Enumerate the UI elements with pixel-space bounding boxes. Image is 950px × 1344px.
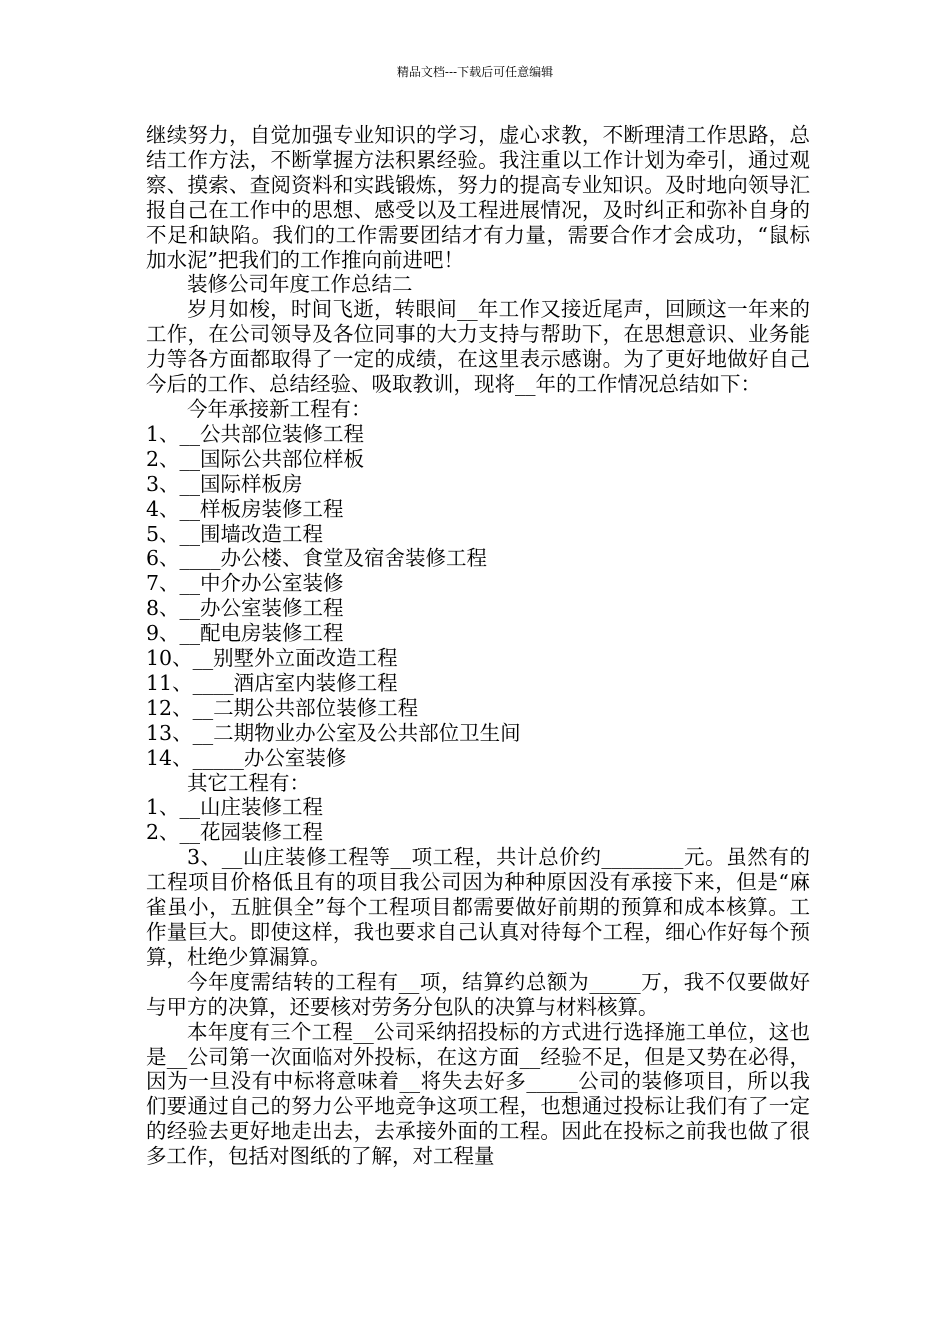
list-item: 3、__国际样板房 [146,471,303,496]
list-item: 11、____酒店室内装修工程 [146,670,398,695]
list-item: 1、__山庄装修工程 [146,795,324,820]
list-item: 6、____办公楼、食堂及宿舍装修工程 [146,546,488,571]
list-item: 10、__别墅外立面改造工程 [146,646,398,671]
page-header: 精品文档---下载后可任意编辑 [396,65,554,79]
list-item: 5、__围墙改造工程 [146,521,324,546]
paragraph-carryover: 今年度需结转的工程有__项，结算约总额为_____万，我不仅要做好与甲方的决算，还要核对劳务分包队的决算与材料核算。 [146,969,810,1019]
list-item: 2、__国际公共部位样板 [146,446,365,471]
paragraph-intro: 岁月如梭，时间飞逝，转眼间__年工作又接近尾声，回顾这一年来的工作，在公司领导及各位同事的大力支持与帮助下，在思想意识、业务能力等各方面都取得了一定的成绩，在这里表示感谢。为了更好地做好自己今后的工作、总结经验、吸取教训，现将__年的工作情况总结如下： [146,297,810,397]
document-body [146,123,810,1169]
paragraph-item-3: 3、__山庄装修工程等__项工程，共计总价约________元。虽然有的工程项目价格低且有的项目我公司因为种种原因没有承接下来，但是“麻雀虽小，五脏俱全”每个工程项目都需要做好前期的预算和成本核算。工作量巨大。即使这样，我也要求自己认真对待每个工程，细心作好每个预算，杜绝少算漏算。 [146,845,810,969]
list-item: 1、__公共部位装修工程 [146,421,365,446]
paragraph-bidding: 本年度有三个工程__公司采纳招投标的方式进行选择施工单位，这也是__公司第一次面临对外投标，在这方面__经验不足，但是又势在必得，因为一旦没有中标将意味着__将失去好多_____公司的装修项目，所以我们要通过自己的努力公平地竞争这项工程，也想通过投标让我们有了一定的经验去更好地走出去，去承接外面的工程。因此在投标之前我也做了很多工作，包括对图纸的了解，对工程量 [146,1019,810,1169]
list-item: 8、__办公室装修工程 [146,596,344,621]
list-item: 7、__中介办公室装修 [146,571,344,596]
list-item: 9、__配电房装修工程 [146,621,344,646]
other-projects-heading: 其它工程有： [187,770,310,795]
section-title: 装修公司年度工作总结二 [187,272,413,297]
paragraph-continuation: 继续努力，自觉加强专业知识的学习，虚心求教，不断理清工作思路，总结工作方法，不断掌握方法积累经验。我注重以工作计划为牵引，通过观察、摸索、查阅资料和实践锻炼，努力的提高专业知识。及时地向领导汇报自己在工作中的思想、感受以及工程进展情况，及时纠正和弥补自身的不足和缺陷。我们的工作需要团结才有力量，需要合作才会成功，“鼠标加水泥”把我们的工作推向前进吧！ [146,123,810,272]
list-item: 13、__二期物业办公室及公共部位卫生间 [146,720,521,745]
list-item: 12、__二期公共部位装修工程 [146,695,419,720]
list-item: 2、__花园装修工程 [146,820,324,845]
list-item: 4、__样板房装修工程 [146,496,344,521]
new-projects-heading: 今年承接新工程有： [187,396,372,421]
list-item: 14、_____办公室装修 [146,745,347,770]
